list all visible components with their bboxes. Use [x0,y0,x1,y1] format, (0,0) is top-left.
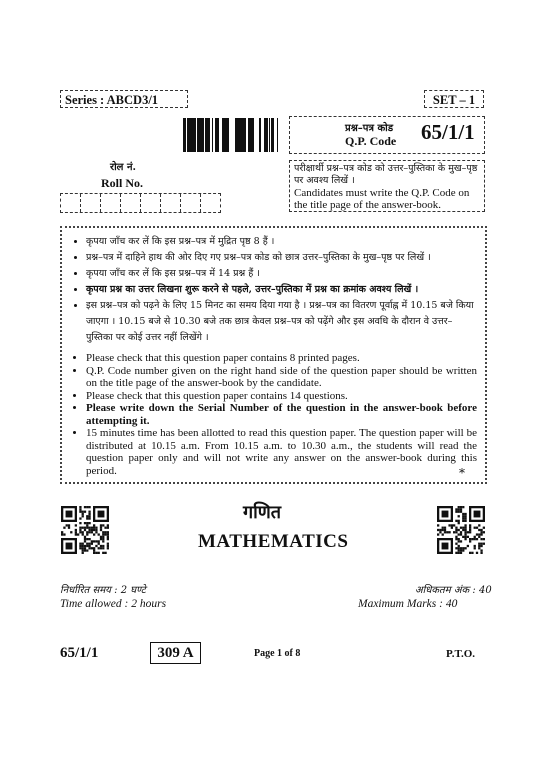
time-allowed-hindi: निर्धारित समय : 2 घण्टे [60,585,146,596]
roll-number-cell [121,194,141,212]
candidate-instruction-hindi: परीक्षार्थी प्रश्न–पत्र कोड को उत्तर–पुस्तिका के मुख–पृष्ठ पर अवश्य लिखें । [294,163,478,186]
pto-label: P.T.O. [446,648,476,660]
candidate-instruction-box [289,160,485,212]
qr-code-left [61,506,109,554]
instruction-hindi-item: • प्रश्न–पत्र में दाहिने हाथ की ओर दिए गए प्रश्न–पत्र कोड को छात्र उत्तर–पुस्तिका के मुख–पृष्ठ पर लिखें । [86,250,477,266]
roll-number-cell [141,194,161,212]
time-allowed-english: Time allowed : 2 hours [60,598,167,610]
subject-title-english: MATHEMATICS [198,531,349,552]
roll-number-cell [161,194,181,212]
max-marks-hindi: अधिकतम अंक : 40 [415,585,492,596]
qp-code: 65/1/1 [421,120,475,144]
qp-label-hindi: प्रश्न–पत्र कोड [345,123,394,134]
roll-number-cell [101,194,121,212]
instruction-english-item: • 15 minutes time has been allotted to read this question paper. The question paper will be distributed at 10.15 a.m. From 10.15 a.m. to 10.30 a.m., the students will read the question paper only and will not write any answer on the answer-book during this period. [86,427,477,477]
instruction-english-item: • Please check that this question paper contains 8 printed pages. [86,352,477,365]
page-number: Page 1 of 8 [254,648,301,659]
candidate-instruction-english: Candidates must write the Q.P. Code on the title page of the answer-book. [294,187,470,211]
roll-label-english: Roll No. [101,176,143,190]
instruction-english-item: • Please check that this question paper contains 14 questions. [86,390,477,403]
max-marks-english: Maximum Marks : 40 [358,598,458,610]
roll-number-cell [181,194,201,212]
instruction-english-item: • Please write down the Serial Number of the question in the answer-book before attempting it. [86,402,477,427]
qr-code-right [437,506,485,554]
general-instructions-box [60,226,487,484]
instruction-hindi-item: • कृपया जाँच कर लें कि इस प्रश्न–पत्र में मुद्रित पृष्ठ 8 हैं । [86,234,477,250]
instructions-hindi-list [68,234,477,346]
instruction-hindi-item: • कृपया प्रश्न का उत्तर लिखना शुरू करने से पहले, उत्तर–पुस्तिका में प्रश्न का क्रमांक अवश्य लिखें । [86,282,477,298]
roll-number-cell [81,194,101,212]
barcode-image [183,118,278,152]
footer-qp-code: 65/1/1 [60,645,99,661]
instruction-hindi-item: • इस प्रश्न–पत्र को पढ़ने के लिए 15 मिनट का समय दिया गया है । प्रश्न–पत्र का वितरण पूर्वाह्न में 10.15 बजे किया जाएगा । 10.15 बजे से 10.30 बजे तक छात्र केवल प्रश्न–पत्र को पढ़ेंगे और इस अवधि के दौरान वे उत्तर–पुस्तिका पर कोई उत्तर नहीं लिखेंगे । [86,298,477,346]
roll-number-cell [201,194,220,212]
series-label: Series : ABCD3/1 [60,90,188,108]
qp-label-english: Q.P. Code [345,134,397,148]
star-mark: * [459,466,465,480]
instructions-english-list [68,352,477,477]
roll-number-cell [61,194,81,212]
footer-series-code: 309 A [150,642,201,664]
set-label: SET – 1 [424,90,484,108]
instruction-hindi-item: • कृपया जाँच कर लें कि इस प्रश्न–पत्र में 14 प्रश्न हैं । [86,266,477,282]
instruction-english-item: • Q.P. Code number given on the right hand side of the question paper should be written on the title page of the answer-book by the candidate. [86,365,477,390]
roll-number-grid [60,193,221,213]
subject-title-hindi: गणित [243,502,282,523]
roll-label-hindi: रोल नं. [110,162,136,173]
